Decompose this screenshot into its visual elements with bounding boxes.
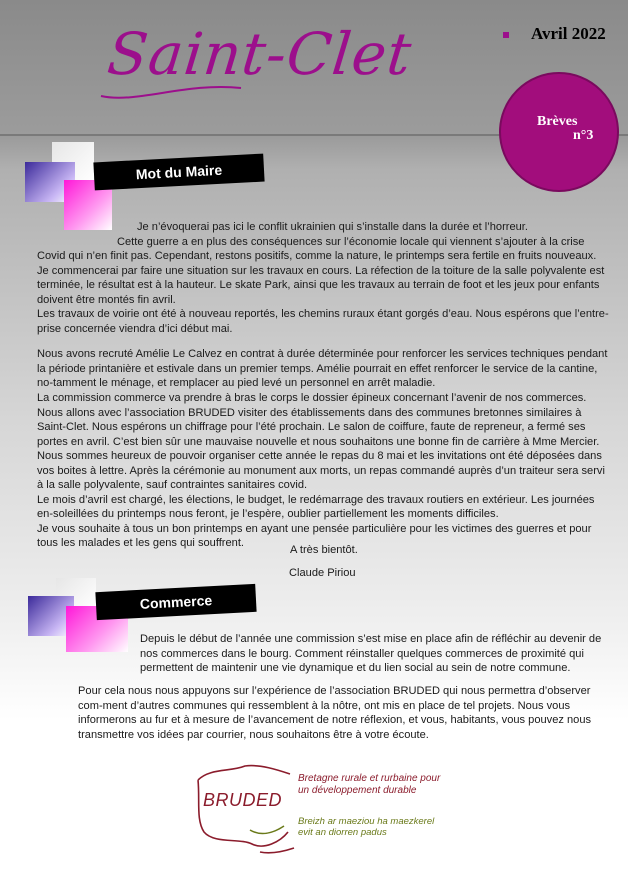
- bruded-name: BRUDED: [203, 790, 283, 810]
- bruded-tagline-fr: Bretagne rurale et rurbaine pour un développement durable: [298, 773, 441, 796]
- paragraph: Je commencerai par faire une situation sur les travaux en cours. La réfection de la toiture de la salle polyvalente est terminée, le résultat est à la hauteur. Le skate Park, ainsi que les travaux au terrain de foot et les jeux pour enfants doivent être montés fin avril.: [37, 264, 605, 306]
- commerce-paragraph-1: Depuis le début de l’année une commission s’est mise en place afin de réfléchir au devenir de nos commerces dans le bourg. Comment réinstaller quelques commerces de proximité qui permettent de maintenir une vie dynamique et du lien social au sein de notre commune.: [140, 633, 602, 675]
- paragraph: Les travaux de voirie ont été à nouveau reportés, les chemins ruraux étant gorgés d’eau. Nous espérons que l’entre-prise concernée viendra d’ici début mai.: [37, 308, 609, 335]
- newsletter-title: Saint-Clet: [104, 20, 416, 88]
- paragraph: Je vous souhaite à tous un bon printemps en ayant une pensée particulière pour les victimes des guerres et pour tous les malades et les gens qui souffrent.: [37, 522, 592, 550]
- paragraph: La commission commerce va prendre à bras le corps le dossier épineux concernant l’avenir de nos commerces. Nous allons avec l’association BRUDED visiter des établissements dans des communes bretonnes similaires à Saint-Clet. Nous espérons un chiffrage pour l’été prochain. Le salon de coiffure, faute de repreneur, a fermé ses portes en avril. C’est bien sûr une mauvaise nouvelle et nous souhaitons une bonne fin de carrière à Mme Mercier.: [37, 392, 600, 448]
- paragraph: Je n’évoquerai pas ici le conflit ukrainien qui s’installe dans la durée et l’horreur.: [137, 221, 528, 233]
- date-bullet-icon: [503, 32, 509, 38]
- issue-number: n°3: [573, 128, 594, 143]
- signature: Claude Piriou: [289, 567, 356, 579]
- commerce-paragraph-2: Pour cela nous nous appuyons sur l’expérience de l’association BRUDED qui nous permettra d’observer com-ment d’autres communes qui ressemblent à la nôtre, ont mis en place de tel projets. Nous vous informerons au fur et à mesure de l’avancement de notre réflexion, et vous, habitants, vous pouvez nous transmettre vos idées par courrier, nous souhaitons être à votre écoute.: [78, 685, 592, 741]
- paragraph: Cette guerre a en plus des conséquences sur l’économie locale qui viennent s’ajouter à la crise Covid qui n’en finit pas. Cependant, restons positifs, comme la nature, le printemps sera fertile en fruits nouveaux.: [37, 235, 597, 263]
- breves-label: Brèves: [537, 114, 578, 129]
- section-heading-commerce: Commerce: [95, 584, 256, 620]
- paragraph: Nous sommes heureux de pouvoir organiser cette année le repas du 8 mai et les invitations ont été déposées dans vos boites à lettre. Après la cérémonie au monument aux morts, un repas commandé auprès d’un traiteur sera servi à la salle polyvalente, sauf contraintes sanitaires covid.: [37, 450, 605, 492]
- closing-line: A très bientôt.: [290, 544, 358, 556]
- issue-date: Avril 2022: [531, 24, 606, 43]
- section-heading-mot-du-maire: Mot du Maire: [93, 154, 264, 191]
- mot-du-maire-text: [37, 220, 609, 551]
- title-swash-decoration: [96, 74, 246, 104]
- paragraph: Le mois d’avril est chargé, les élections, le budget, le redémarrage des travaux routiers en extérieur. Les journées en-soleillées du printemps nous feront, je l’espère, oublier partiellement les moments difficiles.: [37, 493, 595, 521]
- paragraph: Nous avons recruté Amélie Le Calvez en contrat à durée déterminée pour renforcer les services techniques pendant la période printanière et estivale dans un premier temps. Amélie pourrait en effet renforcer le service de la cantine, no-tamment le ménage, et remplacer au pied levé un personnel en arrêt maladie.: [37, 348, 608, 390]
- bruded-tagline-br: Breizh ar maeziou ha maezkerel evit an diorren padus: [298, 816, 435, 838]
- breves-badge: [499, 72, 619, 192]
